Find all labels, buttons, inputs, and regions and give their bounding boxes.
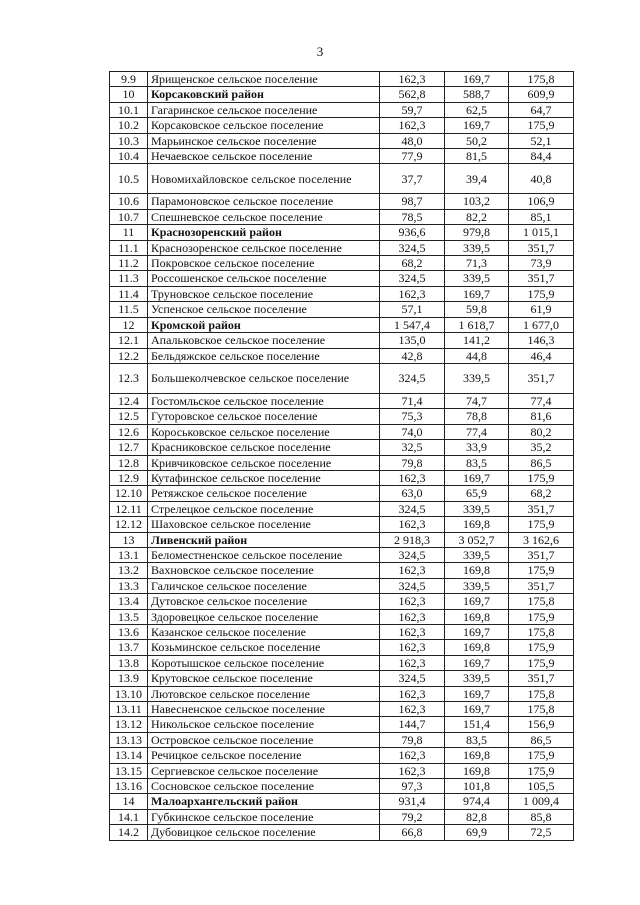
table-row [110, 209, 574, 224]
row-number-cell: 12.8 [110, 455, 148, 470]
value-3-cell: 351,7 [509, 547, 574, 562]
value-2-cell: 103,2 [445, 194, 509, 209]
value-1-cell: 162,3 [380, 470, 445, 485]
value-1-cell: 37,7 [380, 164, 445, 194]
settlement-name-cell: Казанское сельское поселение [148, 625, 380, 640]
value-2-cell: 50,2 [445, 133, 509, 148]
table-row [110, 72, 574, 87]
settlement-name-cell: Успенское сельское поселение [148, 302, 380, 317]
row-number-cell: 12.2 [110, 348, 148, 363]
value-2-cell: 169,7 [445, 470, 509, 485]
settlement-name-cell: Россошенское сельское поселение [148, 271, 380, 286]
value-2-cell: 169,7 [445, 702, 509, 717]
value-2-cell: 169,8 [445, 517, 509, 532]
settlement-name-cell: Дутовское сельское поселение [148, 594, 380, 609]
value-2-cell: 78,8 [445, 409, 509, 424]
value-3-cell: 72,5 [509, 825, 574, 840]
settlement-name-cell: Марьинское сельское поселение [148, 133, 380, 148]
district-row [110, 225, 574, 240]
row-number-cell: 12.3 [110, 363, 148, 393]
settlement-name-cell: Труновское сельское поселение [148, 286, 380, 301]
table-row [110, 194, 574, 209]
value-1-cell: 32,5 [380, 440, 445, 455]
row-number-cell: 11 [110, 225, 148, 240]
table-row [110, 348, 574, 363]
value-3-cell: 64,7 [509, 102, 574, 117]
table-row [110, 164, 574, 194]
row-number-cell: 11.3 [110, 271, 148, 286]
value-2-cell: 77,4 [445, 424, 509, 439]
table-row [110, 625, 574, 640]
value-3-cell: 1 009,4 [509, 794, 574, 809]
row-number-cell: 12.4 [110, 393, 148, 408]
row-number-cell: 10 [110, 87, 148, 102]
row-number-cell: 13.6 [110, 625, 148, 640]
value-3-cell: 175,8 [509, 686, 574, 701]
value-2-cell: 339,5 [445, 363, 509, 393]
value-3-cell: 175,9 [509, 517, 574, 532]
value-1-cell: 162,3 [380, 625, 445, 640]
settlement-name-cell: Короськовское сельское поселение [148, 424, 380, 439]
settlement-name-cell: Бельдяжское сельское поселение [148, 348, 380, 363]
value-3-cell: 80,2 [509, 424, 574, 439]
value-1-cell: 162,3 [380, 702, 445, 717]
settlement-name-cell: Вахновское сельское поселение [148, 563, 380, 578]
row-number-cell: 11.4 [110, 286, 148, 301]
value-2-cell: 169,7 [445, 594, 509, 609]
value-1-cell: 74,0 [380, 424, 445, 439]
table-row [110, 424, 574, 439]
value-3-cell: 175,9 [509, 640, 574, 655]
row-number-cell: 11.1 [110, 240, 148, 255]
value-2-cell: 169,7 [445, 286, 509, 301]
value-1-cell: 162,3 [380, 686, 445, 701]
settlement-name-cell: Галичское сельское поселение [148, 578, 380, 593]
row-number-cell: 10.2 [110, 118, 148, 133]
row-number-cell: 10.3 [110, 133, 148, 148]
settlement-name-cell: Коротышское сельское поселение [148, 655, 380, 670]
table-row [110, 825, 574, 840]
table-row [110, 563, 574, 578]
value-3-cell: 175,8 [509, 594, 574, 609]
table-row [110, 517, 574, 532]
value-3-cell: 351,7 [509, 271, 574, 286]
value-2-cell: 169,7 [445, 118, 509, 133]
value-1-cell: 324,5 [380, 363, 445, 393]
value-2-cell: 974,4 [445, 794, 509, 809]
table-row [110, 779, 574, 794]
row-number-cell: 14 [110, 794, 148, 809]
value-1-cell: 79,8 [380, 732, 445, 747]
district-row [110, 317, 574, 332]
value-1-cell: 162,3 [380, 640, 445, 655]
value-3-cell: 351,7 [509, 671, 574, 686]
settlement-name-cell: Губкинское сельское поселение [148, 809, 380, 824]
table-row [110, 302, 574, 317]
value-1-cell: 77,9 [380, 149, 445, 164]
table-row [110, 609, 574, 624]
value-2-cell: 169,8 [445, 748, 509, 763]
settlement-name-cell: Корсаковское сельское поселение [148, 118, 380, 133]
table-row [110, 640, 574, 655]
settlement-name-cell: Лютовское сельское поселение [148, 686, 380, 701]
settlement-name-cell: Островское сельское поселение [148, 732, 380, 747]
value-3-cell: 175,9 [509, 609, 574, 624]
value-1-cell: 162,3 [380, 286, 445, 301]
row-number-cell: 13.10 [110, 686, 148, 701]
value-3-cell: 175,9 [509, 655, 574, 670]
table-row [110, 702, 574, 717]
value-2-cell: 339,5 [445, 271, 509, 286]
row-number-cell: 13.14 [110, 748, 148, 763]
value-2-cell: 169,7 [445, 72, 509, 87]
value-2-cell: 141,2 [445, 333, 509, 348]
settlement-name-cell: Краснозоренское сельское поселение [148, 240, 380, 255]
value-3-cell: 85,8 [509, 809, 574, 824]
row-number-cell: 13 [110, 532, 148, 547]
settlement-name-cell: Краснозоренский район [148, 225, 380, 240]
value-1-cell: 162,3 [380, 609, 445, 624]
row-number-cell: 12.10 [110, 486, 148, 501]
value-2-cell: 74,7 [445, 393, 509, 408]
value-1-cell: 931,4 [380, 794, 445, 809]
value-3-cell: 86,5 [509, 732, 574, 747]
value-1-cell: 79,8 [380, 455, 445, 470]
row-number-cell: 12.12 [110, 517, 148, 532]
value-1-cell: 162,3 [380, 655, 445, 670]
value-1-cell: 78,5 [380, 209, 445, 224]
row-number-cell: 9.9 [110, 72, 148, 87]
value-2-cell: 82,2 [445, 209, 509, 224]
row-number-cell: 12.7 [110, 440, 148, 455]
table-row [110, 578, 574, 593]
value-2-cell: 169,8 [445, 609, 509, 624]
settlement-name-cell: Беломестненское сельское поселение [148, 547, 380, 562]
value-1-cell: 162,3 [380, 763, 445, 778]
table-row [110, 717, 574, 732]
value-2-cell: 62,5 [445, 102, 509, 117]
value-1-cell: 135,0 [380, 333, 445, 348]
table-row [110, 547, 574, 562]
value-1-cell: 97,3 [380, 779, 445, 794]
settlement-name-cell: Новомихайловское сельское поселение [148, 164, 380, 194]
value-1-cell: 42,8 [380, 348, 445, 363]
value-3-cell: 175,8 [509, 72, 574, 87]
row-number-cell: 14.1 [110, 809, 148, 824]
value-1-cell: 48,0 [380, 133, 445, 148]
settlement-name-cell: Красниковское сельское поселение [148, 440, 380, 455]
settlement-name-cell: Кутафинское сельское поселение [148, 470, 380, 485]
value-2-cell: 169,8 [445, 763, 509, 778]
settlement-name-cell: Гуторовское сельское поселение [148, 409, 380, 424]
table-row [110, 686, 574, 701]
settlement-name-cell: Ретяжское сельское поселение [148, 486, 380, 501]
value-1-cell: 162,3 [380, 118, 445, 133]
table-row [110, 409, 574, 424]
value-2-cell: 59,8 [445, 302, 509, 317]
table-row [110, 732, 574, 747]
value-1-cell: 162,3 [380, 748, 445, 763]
table-row [110, 240, 574, 255]
value-2-cell: 339,5 [445, 501, 509, 516]
settlement-name-cell: Малоархангельский район [148, 794, 380, 809]
settlement-name-cell: Спешневское сельское поселение [148, 209, 380, 224]
row-number-cell: 13.16 [110, 779, 148, 794]
data-table [109, 71, 574, 841]
value-3-cell: 68,2 [509, 486, 574, 501]
value-2-cell: 101,8 [445, 779, 509, 794]
row-number-cell: 13.7 [110, 640, 148, 655]
value-3-cell: 609,9 [509, 87, 574, 102]
settlement-name-cell: Корсаковский район [148, 87, 380, 102]
settlement-name-cell: Кромской район [148, 317, 380, 332]
row-number-cell: 13.3 [110, 578, 148, 593]
district-row [110, 794, 574, 809]
row-number-cell: 10.6 [110, 194, 148, 209]
value-3-cell: 175,9 [509, 763, 574, 778]
row-number-cell: 11.5 [110, 302, 148, 317]
row-number-cell: 12.11 [110, 501, 148, 516]
value-1-cell: 324,5 [380, 240, 445, 255]
table-row [110, 470, 574, 485]
value-3-cell: 52,1 [509, 133, 574, 148]
table-row [110, 748, 574, 763]
value-2-cell: 81,5 [445, 149, 509, 164]
row-number-cell: 12.1 [110, 333, 148, 348]
value-2-cell: 169,8 [445, 640, 509, 655]
value-3-cell: 175,9 [509, 286, 574, 301]
value-1-cell: 57,1 [380, 302, 445, 317]
settlement-name-cell: Никольское сельское поселение [148, 717, 380, 732]
value-1-cell: 324,5 [380, 578, 445, 593]
table-row [110, 393, 574, 408]
value-2-cell: 71,3 [445, 256, 509, 271]
settlement-name-cell: Сосновское сельское поселение [148, 779, 380, 794]
table-row [110, 671, 574, 686]
value-3-cell: 105,5 [509, 779, 574, 794]
value-2-cell: 339,5 [445, 240, 509, 255]
page-number: 3 [316, 44, 324, 59]
table-row [110, 118, 574, 133]
value-1-cell: 144,7 [380, 717, 445, 732]
value-1-cell: 162,3 [380, 517, 445, 532]
table-body [110, 72, 574, 841]
settlement-name-cell: Парамоновское сельское поселение [148, 194, 380, 209]
value-1-cell: 324,5 [380, 671, 445, 686]
row-number-cell: 11.2 [110, 256, 148, 271]
value-1-cell: 162,3 [380, 72, 445, 87]
value-1-cell: 162,3 [380, 563, 445, 578]
value-2-cell: 339,5 [445, 671, 509, 686]
settlement-name-cell: Ливенский район [148, 532, 380, 547]
settlement-name-cell: Большеколчевское сельское поселение [148, 363, 380, 393]
value-2-cell: 69,9 [445, 825, 509, 840]
table-row [110, 809, 574, 824]
value-1-cell: 324,5 [380, 271, 445, 286]
table-row [110, 655, 574, 670]
table-row [110, 486, 574, 501]
value-1-cell: 68,2 [380, 256, 445, 271]
row-number-cell: 13.5 [110, 609, 148, 624]
value-2-cell: 339,5 [445, 578, 509, 593]
value-3-cell: 85,1 [509, 209, 574, 224]
settlement-name-cell: Сергиевское сельское поселение [148, 763, 380, 778]
settlement-name-cell: Кривчиковское сельское поселение [148, 455, 380, 470]
value-2-cell: 33,9 [445, 440, 509, 455]
value-1-cell: 66,8 [380, 825, 445, 840]
value-3-cell: 73,9 [509, 256, 574, 271]
value-2-cell: 979,8 [445, 225, 509, 240]
value-3-cell: 175,8 [509, 702, 574, 717]
table-row [110, 594, 574, 609]
table-row [110, 286, 574, 301]
settlement-name-cell: Стрелецкое сельское поселение [148, 501, 380, 516]
table-row [110, 440, 574, 455]
row-number-cell: 12.5 [110, 409, 148, 424]
value-3-cell: 81,6 [509, 409, 574, 424]
settlement-name-cell: Ярищенское сельское поселение [148, 72, 380, 87]
value-3-cell: 351,7 [509, 501, 574, 516]
row-number-cell: 10.5 [110, 164, 148, 194]
value-1-cell: 63,0 [380, 486, 445, 501]
value-1-cell: 1 547,4 [380, 317, 445, 332]
value-1-cell: 79,2 [380, 809, 445, 824]
row-number-cell: 10.1 [110, 102, 148, 117]
value-3-cell: 86,5 [509, 455, 574, 470]
value-2-cell: 169,7 [445, 655, 509, 670]
row-number-cell: 10.7 [110, 209, 148, 224]
value-3-cell: 351,7 [509, 363, 574, 393]
value-3-cell: 175,9 [509, 118, 574, 133]
value-2-cell: 169,7 [445, 686, 509, 701]
table-row [110, 501, 574, 516]
value-1-cell: 75,3 [380, 409, 445, 424]
table-row [110, 763, 574, 778]
value-1-cell: 2 918,3 [380, 532, 445, 547]
row-number-cell: 10.4 [110, 149, 148, 164]
value-2-cell: 588,7 [445, 87, 509, 102]
value-3-cell: 175,8 [509, 625, 574, 640]
value-3-cell: 175,9 [509, 470, 574, 485]
table-row [110, 455, 574, 470]
settlement-name-cell: Нечаевское сельское поселение [148, 149, 380, 164]
value-3-cell: 1 677,0 [509, 317, 574, 332]
value-3-cell: 156,9 [509, 717, 574, 732]
row-number-cell: 13.12 [110, 717, 148, 732]
value-3-cell: 175,9 [509, 748, 574, 763]
district-row [110, 532, 574, 547]
settlement-name-cell: Здоровецкое сельское поселение [148, 609, 380, 624]
table-row [110, 102, 574, 117]
value-1-cell: 71,4 [380, 393, 445, 408]
value-3-cell: 77,4 [509, 393, 574, 408]
value-3-cell: 61,9 [509, 302, 574, 317]
row-number-cell: 13.15 [110, 763, 148, 778]
value-3-cell: 40,8 [509, 164, 574, 194]
value-2-cell: 3 052,7 [445, 532, 509, 547]
row-number-cell: 12 [110, 317, 148, 332]
value-3-cell: 351,7 [509, 578, 574, 593]
row-number-cell: 13.11 [110, 702, 148, 717]
table-row [110, 271, 574, 286]
row-number-cell: 14.2 [110, 825, 148, 840]
row-number-cell: 13.4 [110, 594, 148, 609]
table-row [110, 333, 574, 348]
value-3-cell: 46,4 [509, 348, 574, 363]
row-number-cell: 13.8 [110, 655, 148, 670]
settlement-name-cell: Козьминское сельское поселение [148, 640, 380, 655]
row-number-cell: 13.9 [110, 671, 148, 686]
row-number-cell: 13.1 [110, 547, 148, 562]
value-2-cell: 39,4 [445, 164, 509, 194]
row-number-cell: 13.13 [110, 732, 148, 747]
value-3-cell: 175,9 [509, 563, 574, 578]
settlement-name-cell: Шаховское сельское поселение [148, 517, 380, 532]
settlement-name-cell: Речицкое сельское поселение [148, 748, 380, 763]
value-3-cell: 351,7 [509, 240, 574, 255]
value-3-cell: 1 015,1 [509, 225, 574, 240]
value-2-cell: 169,8 [445, 563, 509, 578]
value-3-cell: 84,4 [509, 149, 574, 164]
value-1-cell: 59,7 [380, 102, 445, 117]
value-2-cell: 65,9 [445, 486, 509, 501]
value-3-cell: 35,2 [509, 440, 574, 455]
table-row [110, 256, 574, 271]
value-2-cell: 82,8 [445, 809, 509, 824]
value-1-cell: 324,5 [380, 501, 445, 516]
settlement-name-cell: Гагаринское сельское поселение [148, 102, 380, 117]
value-2-cell: 169,7 [445, 625, 509, 640]
table-row [110, 133, 574, 148]
value-3-cell: 3 162,6 [509, 532, 574, 547]
value-3-cell: 106,9 [509, 194, 574, 209]
value-2-cell: 44,8 [445, 348, 509, 363]
value-2-cell: 83,5 [445, 455, 509, 470]
settlement-name-cell: Гостомльское сельское поселение [148, 393, 380, 408]
settlement-name-cell: Дубовицкое сельское поселение [148, 825, 380, 840]
value-3-cell: 146,3 [509, 333, 574, 348]
row-number-cell: 13.2 [110, 563, 148, 578]
value-1-cell: 98,7 [380, 194, 445, 209]
district-row [110, 87, 574, 102]
value-1-cell: 936,6 [380, 225, 445, 240]
value-2-cell: 339,5 [445, 547, 509, 562]
settlement-name-cell: Крутовское сельское поселение [148, 671, 380, 686]
value-1-cell: 562,8 [380, 87, 445, 102]
value-1-cell: 324,5 [380, 547, 445, 562]
table-row [110, 363, 574, 393]
settlement-name-cell: Навесненское сельское поселение [148, 702, 380, 717]
row-number-cell: 12.6 [110, 424, 148, 439]
table-row [110, 149, 574, 164]
value-2-cell: 83,5 [445, 732, 509, 747]
value-2-cell: 151,4 [445, 717, 509, 732]
settlement-name-cell: Покровское сельское поселение [148, 256, 380, 271]
settlement-name-cell: Апальковское сельское поселение [148, 333, 380, 348]
value-2-cell: 1 618,7 [445, 317, 509, 332]
row-number-cell: 12.9 [110, 470, 148, 485]
value-1-cell: 162,3 [380, 594, 445, 609]
